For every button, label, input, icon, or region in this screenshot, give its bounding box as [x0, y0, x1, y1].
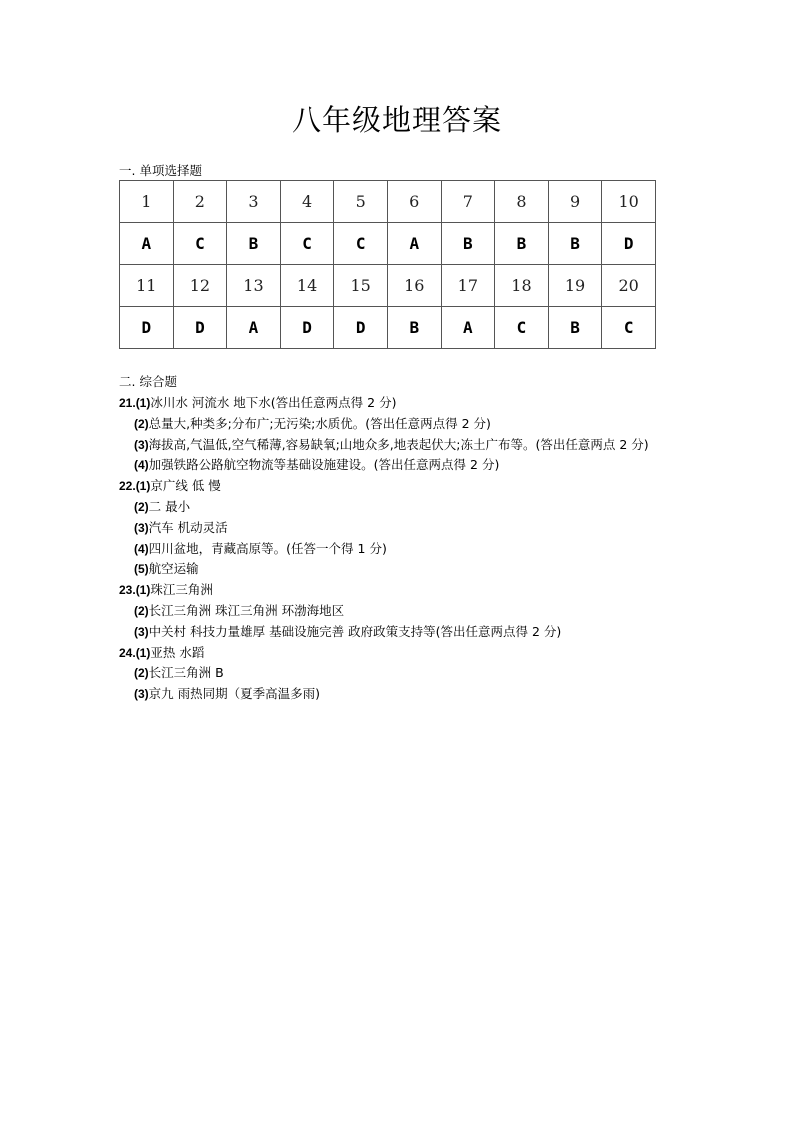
part-text: 加强铁路公路航空物流等基础设施建设。(答出任意两点得 2 分): [148, 457, 500, 473]
part-label: (3): [134, 687, 149, 702]
answer-cell: C: [334, 223, 388, 265]
section-heading-comprehensive: 二. 综合题: [119, 374, 177, 389]
question-21-part-4: [119, 455, 719, 476]
question-number-cell: 5: [334, 181, 388, 223]
answer-cell: D: [334, 307, 388, 349]
answer-cell: A: [120, 223, 174, 265]
page-title: 八年级地理答案: [291, 103, 502, 137]
question-22-part-1: [119, 476, 719, 497]
question-number-row: [120, 265, 656, 307]
question-22-part-5: [119, 559, 719, 580]
answer-cell: B: [227, 223, 281, 265]
question-number: 21.: [119, 396, 136, 410]
part-text: 航空运输: [148, 561, 199, 577]
answer-cell: B: [387, 307, 441, 349]
part-label: (1): [135, 645, 151, 660]
answer-cell: C: [173, 223, 227, 265]
question-number-cell: 14: [280, 265, 334, 307]
answer-cell: A: [387, 223, 441, 265]
answer-cell: A: [441, 307, 495, 349]
question-number-row: [120, 181, 656, 223]
answer-row: [120, 307, 656, 349]
answer-cell: D: [173, 307, 227, 349]
part-label: (2): [134, 416, 149, 431]
question-22-part-3: [119, 518, 719, 539]
question-number-cell: 2: [173, 181, 227, 223]
part-label: (4): [134, 458, 149, 473]
part-text: 总量大,种类多;分布广;无污染;水质优。(答出任意两点得 2 分): [148, 415, 491, 431]
question-21-part-3: [119, 435, 719, 456]
part-text: 海拔高,气温低,空气稀薄,容易缺氧;山地众多,地表起伏大;冻土广布等。(答出任意两点 2 分): [148, 436, 649, 452]
answer-cell: B: [441, 223, 495, 265]
question-number-cell: 15: [334, 265, 388, 307]
question-21-part-1: [119, 393, 719, 414]
part-text: 京广线 低 慢: [150, 478, 221, 494]
answer-cell: D: [280, 307, 334, 349]
part-text: 长江三角洲 珠江三角洲 环渤海地区: [148, 602, 345, 618]
question-number-cell: 8: [495, 181, 549, 223]
question-24-part-2: [119, 663, 719, 684]
answer-cell: B: [495, 223, 549, 265]
answer-cell: B: [548, 307, 602, 349]
answer-row: [120, 223, 656, 265]
part-label: (3): [134, 437, 149, 452]
question-23-part-2: [119, 601, 719, 622]
question-number-cell: 16: [387, 265, 441, 307]
question-24-part-3: [119, 684, 719, 705]
part-text: 长江三角洲 B: [148, 665, 224, 681]
part-label: (5): [134, 562, 149, 577]
answer-cell: B: [548, 223, 602, 265]
question-number-cell: 6: [387, 181, 441, 223]
question-number-cell: 13: [227, 265, 281, 307]
question-number-cell: 11: [120, 265, 174, 307]
question-number-cell: 7: [441, 181, 495, 223]
question-number: 22.: [119, 479, 136, 494]
part-label: (3): [134, 624, 149, 639]
part-label: (2): [134, 499, 149, 514]
part-text: 冰川水 河流水 地下水(答出任意两点得 2 分): [150, 395, 397, 410]
part-text: 汽车 机动灵活: [148, 519, 228, 535]
answer-cell: C: [602, 307, 656, 349]
part-text: 四川盆地，青藏高原等。(任答一个得 1 分): [148, 540, 387, 556]
part-label: (1): [135, 479, 151, 494]
question-23-part-3: [119, 622, 719, 643]
part-text: 珠江三角洲: [150, 582, 213, 598]
question-number-cell: 20: [602, 265, 656, 307]
question-22-part-4: [119, 539, 719, 560]
question-number: 23.: [119, 583, 136, 598]
question-number-cell: 18: [495, 265, 549, 307]
question-21-part-2: [119, 414, 719, 435]
question-23-part-1: [119, 580, 719, 601]
question-number-cell: 10: [602, 181, 656, 223]
question-number-cell: 1: [120, 181, 174, 223]
answer-cell: C: [280, 223, 334, 265]
question-number-cell: 4: [280, 181, 334, 223]
question-number-cell: 19: [548, 265, 602, 307]
part-label: (2): [134, 603, 149, 618]
question-number-cell: 12: [173, 265, 227, 307]
answer-cell: D: [120, 307, 174, 349]
part-text: 亚热 水蹈: [150, 644, 205, 660]
answer-cell: D: [602, 223, 656, 265]
part-text: 中关村 科技力量雄厚 基础设施完善 政府政策支持等(答出任意两点得 2 分): [148, 623, 562, 639]
answer-table: [119, 180, 656, 349]
answer-cell: A: [227, 307, 281, 349]
part-text: 二 最小: [148, 498, 191, 514]
question-24-part-1: [119, 643, 719, 664]
part-label: (1): [135, 396, 151, 410]
question-number-cell: 3: [227, 181, 281, 223]
question-number-cell: 17: [441, 265, 495, 307]
part-label: (3): [134, 520, 149, 535]
answer-cell: C: [495, 307, 549, 349]
part-text: 京九 雨热同期（夏季高温多雨): [148, 686, 321, 702]
comprehensive-answers: [119, 393, 719, 705]
part-label: (4): [134, 541, 149, 556]
question-22-part-2: [119, 497, 719, 518]
part-label: (1): [135, 583, 151, 598]
question-number: 24.: [119, 645, 136, 660]
part-label: (2): [134, 666, 149, 681]
section-heading-multiple-choice: 一. 单项选择题: [119, 163, 202, 178]
question-number-cell: 9: [548, 181, 602, 223]
